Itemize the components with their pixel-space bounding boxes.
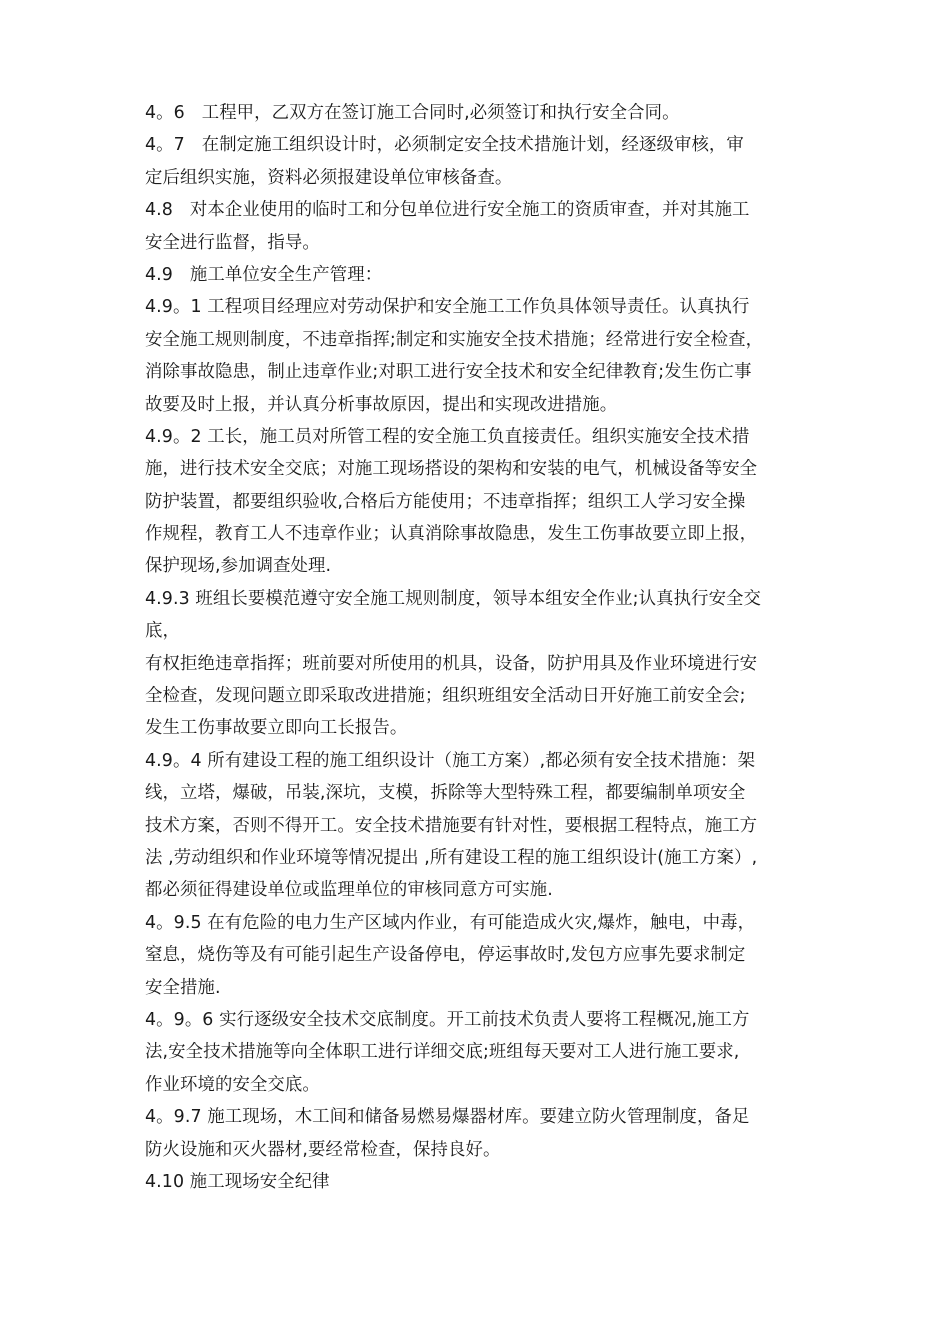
text-line: 4.8 对本企业使用的临时工和分包单位进行安全施工的资质审查，并对其施工 <box>145 200 750 221</box>
text-line: 都必须征得建设单位或监理单位的审核同意方可实施. <box>145 880 553 901</box>
text-line: 4。9。6 实行逐级安全技术交底制度。开工前技术负责人要将工程概况,施工方 <box>145 1009 750 1030</box>
text-line: 4.9。2 工长，施工员对所管工程的安全施工负直接责任。组织实施安全技术措 <box>145 426 750 447</box>
text-line: 安全施工规则制度，不违章指挥;制定和实施安全技术措施；经常进行安全检查， <box>145 329 764 350</box>
text-line: 施，进行技术安全交底；对施工现场搭设的架构和安装的电气，机械设备等安全 <box>145 459 758 480</box>
text-line: 4。9.5 在有危险的电力生产区域内作业，有可能造成火灾,爆炸，触电，中毒， <box>145 912 756 933</box>
text-line: 全检查，发现问题立即采取改进措施；组织班组安全活动日开好施工前安全会; <box>145 686 746 707</box>
text-line: 消除事故隐患，制止违章作业;对职工进行安全技术和安全纪律教育;发生伤亡事 <box>145 362 752 383</box>
text-line: 4.9。1 工程项目经理应对劳动保护和安全施工工作负具体领导责任。认真执行 <box>145 297 750 318</box>
text-line: 4。9.7 施工现场，木工间和储备易燃易爆器材库。要建立防火管理制度，备足 <box>145 1107 750 1128</box>
text-line: 保护现场,参加调查处理. <box>145 556 332 577</box>
text-line: 4.9.3 班组长要模范遵守安全施工规则制度，领导本组安全作业;认真执行安全交 <box>145 588 762 609</box>
text-line: 安全进行监督，指导。 <box>145 232 320 253</box>
text-line: 4。6 工程甲，乙双方在签订施工合同时,必须签订和执行安全合同。 <box>145 103 680 123</box>
text-line: 4.9。4 所有建设工程的施工组织设计（施工方案）,都必须有安全技术措施：架 <box>145 750 756 771</box>
document-body <box>145 97 810 1198</box>
text-line: 故要及时上报，并认真分析事故原因，提出和实现改进措施。 <box>145 394 618 415</box>
text-line: 法,安全技术措施等向全体职工进行详细交底;班组每天要对工人进行施工要求, <box>145 1042 740 1063</box>
text-line: 线，立塔，爆破，吊装,深坑，支模，拆除等大型特殊工程，都要编制单项安全 <box>145 783 746 804</box>
text-line: 技术方案，否则不得开工。安全技术措施要有针对性，要根据工程特点，施工方 <box>145 815 758 836</box>
text-line: 作业环境的安全交底。 <box>145 1074 320 1095</box>
text-line: 底， <box>145 621 180 642</box>
text-line: 定后组织实施，资料必须报建设单位审核备查。 <box>145 167 513 188</box>
text-line: 法 ,劳动组织和作业环境等情况提出 ,所有建设工程的施工组织设计(施工方案）, <box>145 847 758 868</box>
text-line: 4。7 在制定施工组织设计时，必须制定安全技术措施计划，经逐级审核，审 <box>145 135 744 156</box>
text-line: 作规程，教育工人不违章作业；认真消除事故隐患，发生工伤事故要立即上报， <box>145 524 758 545</box>
text-line: 有权拒绝违章指挥；班前要对所使用的机具，设备，防护用具及作业环境进行安 <box>145 653 758 674</box>
text-line: 发生工伤事故要立即向工长报告。 <box>145 718 408 739</box>
text-line: 防护装置，都要组织验收,合格后方能使用；不违章指挥；组织工人学习安全操 <box>145 491 746 512</box>
text-line: 安全措施. <box>145 977 221 998</box>
text-line: 4.9 施工单位安全生产管理： <box>145 264 383 285</box>
text-line: 4.10 施工现场安全纪律 <box>145 1171 330 1192</box>
text-line: 防火设施和灭火器材,要经常检查，保持良好。 <box>145 1139 501 1160</box>
text-line: 窒息，烧伤等及有可能引起生产设备停电，停运事故时,发包方应事先要求制定 <box>145 945 746 966</box>
